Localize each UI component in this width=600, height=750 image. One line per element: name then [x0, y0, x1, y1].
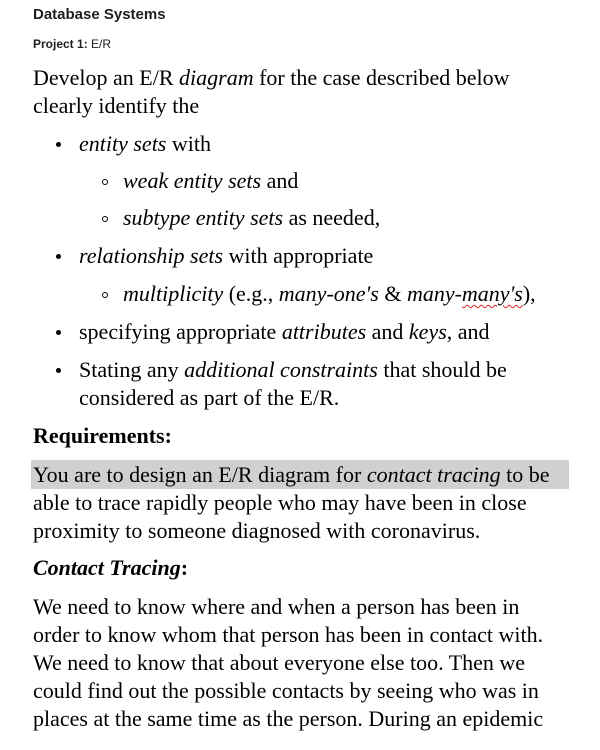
spellcheck-flagged-word[interactable]: many's — [461, 281, 523, 306]
bullet-emphasis: relationship sets — [79, 243, 224, 268]
course-title: Database Systems — [33, 6, 166, 23]
paragraph-line: places at the same time as the person. During an epidemic — [33, 706, 544, 731]
bullet-emphasis: keys — [408, 319, 447, 344]
bullet-text: with appropriate — [223, 243, 374, 268]
circle-bullet-icon — [102, 292, 108, 298]
para-emphasis: contact tracing — [366, 462, 501, 487]
requirements-line-2: able to trace rapidly people who may have been in close — [33, 490, 527, 515]
bullet-text: Stating any — [79, 357, 185, 382]
requirements-line-1 — [33, 461, 578, 489]
bullet-icon — [56, 330, 61, 335]
project-line — [33, 36, 111, 52]
contact-tracing-heading — [33, 554, 188, 582]
intro-line-2: clearly identify the — [33, 93, 200, 118]
circle-bullet-icon — [102, 179, 108, 185]
contact-tracing-paragraph — [33, 593, 578, 733]
requirements-paragraph — [33, 461, 578, 545]
bullet-text: specifying appropriate — [79, 319, 282, 344]
bullet-icon — [56, 142, 61, 147]
bullet-text: ), — [522, 281, 536, 306]
bullet-text: , and — [446, 319, 490, 344]
para-text: You are to design an E/R diagram for — [33, 462, 367, 487]
intro-emphasis: diagram — [179, 65, 254, 90]
bullet-text: as needed, — [283, 205, 381, 230]
bullet-text: & — [378, 281, 407, 306]
heading-colon: : — [180, 555, 189, 580]
paragraph-line: We need to know that about everyone else too. Then we — [33, 650, 526, 675]
intro-line-1 — [33, 64, 593, 92]
bullet-emphasis: weak entity sets — [123, 168, 262, 193]
bullet-emphasis: subtype entity sets — [123, 205, 284, 230]
bullet-emphasis: many-one's — [278, 281, 379, 306]
paragraph-line: We need to know where and when a person has been in — [33, 594, 520, 619]
project-topic: E/R — [91, 37, 112, 51]
bullet-emphasis: additional constraints — [184, 357, 378, 382]
intro-text: for the case described below — [253, 65, 510, 90]
intro-paragraph — [33, 64, 593, 120]
bullet-icon — [56, 254, 61, 259]
paragraph-line: order to know whom that person has been in contact with. — [33, 622, 544, 647]
bullet-text-continued: considered as part of the E/R. — [79, 385, 340, 410]
para-text: to be — [500, 462, 550, 487]
bullet-icon — [56, 368, 61, 373]
bullet-text: with — [166, 131, 211, 156]
bullet-text: and — [261, 168, 299, 193]
project-label: Project 1: — [33, 37, 88, 51]
bullet-emphasis: entity sets — [79, 131, 167, 156]
bullet-emphasis: attributes — [281, 319, 367, 344]
requirements-heading: Requirements: — [33, 423, 172, 448]
bullet-emphasis: multiplicity — [123, 281, 224, 306]
requirements-line-3: proximity to someone diagnosed with coronavirus. — [33, 518, 481, 543]
bullet-emphasis: many- — [406, 281, 462, 306]
paragraph-line: could find out the possible contacts by seeing who was in — [33, 678, 539, 703]
intro-text: Develop an E/R — [33, 65, 180, 90]
bullet-text: that should be — [377, 357, 507, 382]
bullet-text: (e.g., — [223, 281, 279, 306]
bullet-text: and — [366, 319, 409, 344]
circle-bullet-icon — [102, 216, 108, 222]
contact-tracing-heading-text: Contact Tracing — [33, 555, 181, 580]
